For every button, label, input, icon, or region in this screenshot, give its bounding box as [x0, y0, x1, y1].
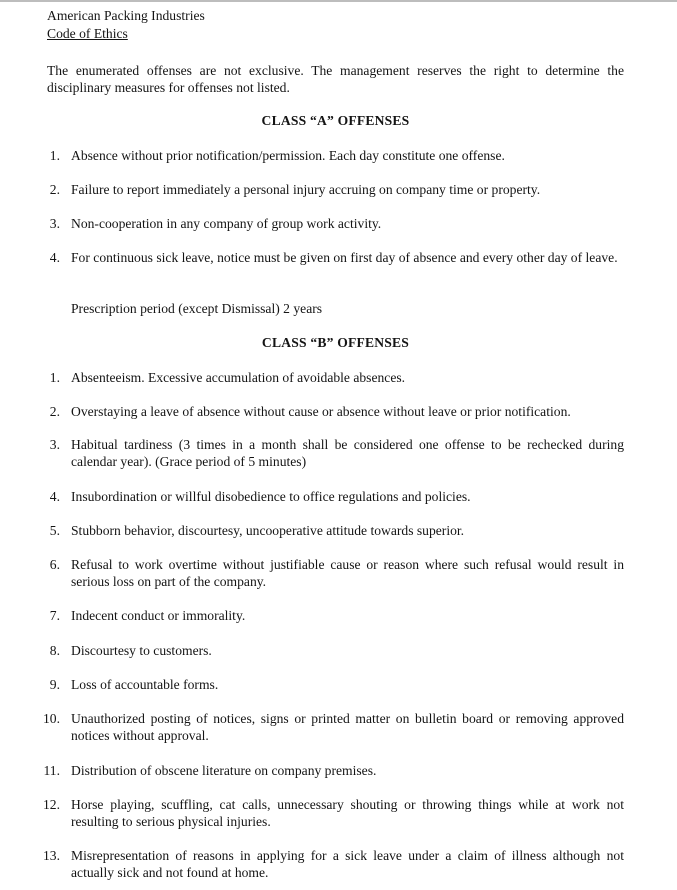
item-text: For continuous sick leave, notice must be given on first day of absence and every other day of leave. [71, 250, 618, 265]
class-b-heading: CLASS “B” OFFENSES [261, 335, 410, 350]
item-number: 9. [49, 677, 60, 692]
item-text: Indecent conduct or immorality. [71, 608, 246, 623]
item-text: Unauthorized posting of notices, signs or printed matter on bulletin board or removing approved notices without approval. [71, 711, 624, 743]
item-number: 3. [49, 216, 60, 231]
item-text: Loss of accountable forms. [71, 677, 219, 692]
item-number: 12. [43, 797, 60, 812]
item-text: Misrepresentation of reasons in applying for a sick leave under a claim of illness although not actually sick and not found at home. [71, 848, 624, 880]
intro-paragraph: The enumerated offenses are not exclusive. The management reserves the right to determine the disciplinary measures for offenses not listed. [47, 63, 624, 95]
prescription-period: Prescription period (except Dismissal) 2 years [71, 301, 323, 316]
item-number: 3. [49, 437, 60, 452]
item-text: Discourtesy to customers. [71, 643, 212, 658]
item-number: 2. [49, 404, 60, 419]
item-text: Failure to report immediately a personal injury accruing on company time or property. [71, 182, 541, 197]
item-text: Absenteeism. Excessive accumulation of avoidable absences. [71, 370, 406, 385]
item-text: Habitual tardiness (3 times in a month shall be considered one offense to be rechecked during calendar year). (Grace period of 5 minutes) [71, 437, 624, 469]
item-text: Stubborn behavior, discourtesy, uncooperative attitude towards superior. [71, 523, 465, 538]
class-a-heading: CLASS “A” OFFENSES [261, 113, 410, 128]
item-number: 1. [49, 148, 60, 163]
item-number: 4. [49, 250, 60, 265]
item-number: 2. [49, 182, 60, 197]
item-number: 4. [49, 489, 60, 504]
item-number: 6. [49, 557, 60, 572]
item-number: 11. [43, 763, 60, 778]
item-number: 5. [49, 523, 60, 538]
item-text: Absence without prior notification/permission. Each day constitute one offense. [71, 148, 505, 163]
item-text: Non-cooperation in any company of group work activity. [71, 216, 382, 231]
item-text: Horse playing, scuffling, cat calls, unnecessary shouting or throwing things while at work not resulting to serious physical injuries. [71, 797, 624, 829]
item-number: 7. [49, 608, 60, 623]
item-text: Distribution of obscene literature on company premises. [71, 763, 377, 778]
item-number: 13. [43, 848, 60, 863]
item-number: 1. [49, 370, 60, 385]
item-text: Insubordination or willful disobedience to office regulations and policies. [71, 489, 471, 504]
item-text: Refusal to work overtime without justifiable cause or reason where such refusal would result in serious loss on part of the company. [71, 557, 624, 589]
company-name: American Packing Industries [47, 8, 205, 23]
item-text: Overstaying a leave of absence without cause or absence without leave or prior notification. [71, 404, 571, 419]
document-subtitle: Code of Ethics [47, 26, 128, 41]
item-number: 10. [43, 711, 60, 726]
item-number: 8. [49, 643, 60, 658]
